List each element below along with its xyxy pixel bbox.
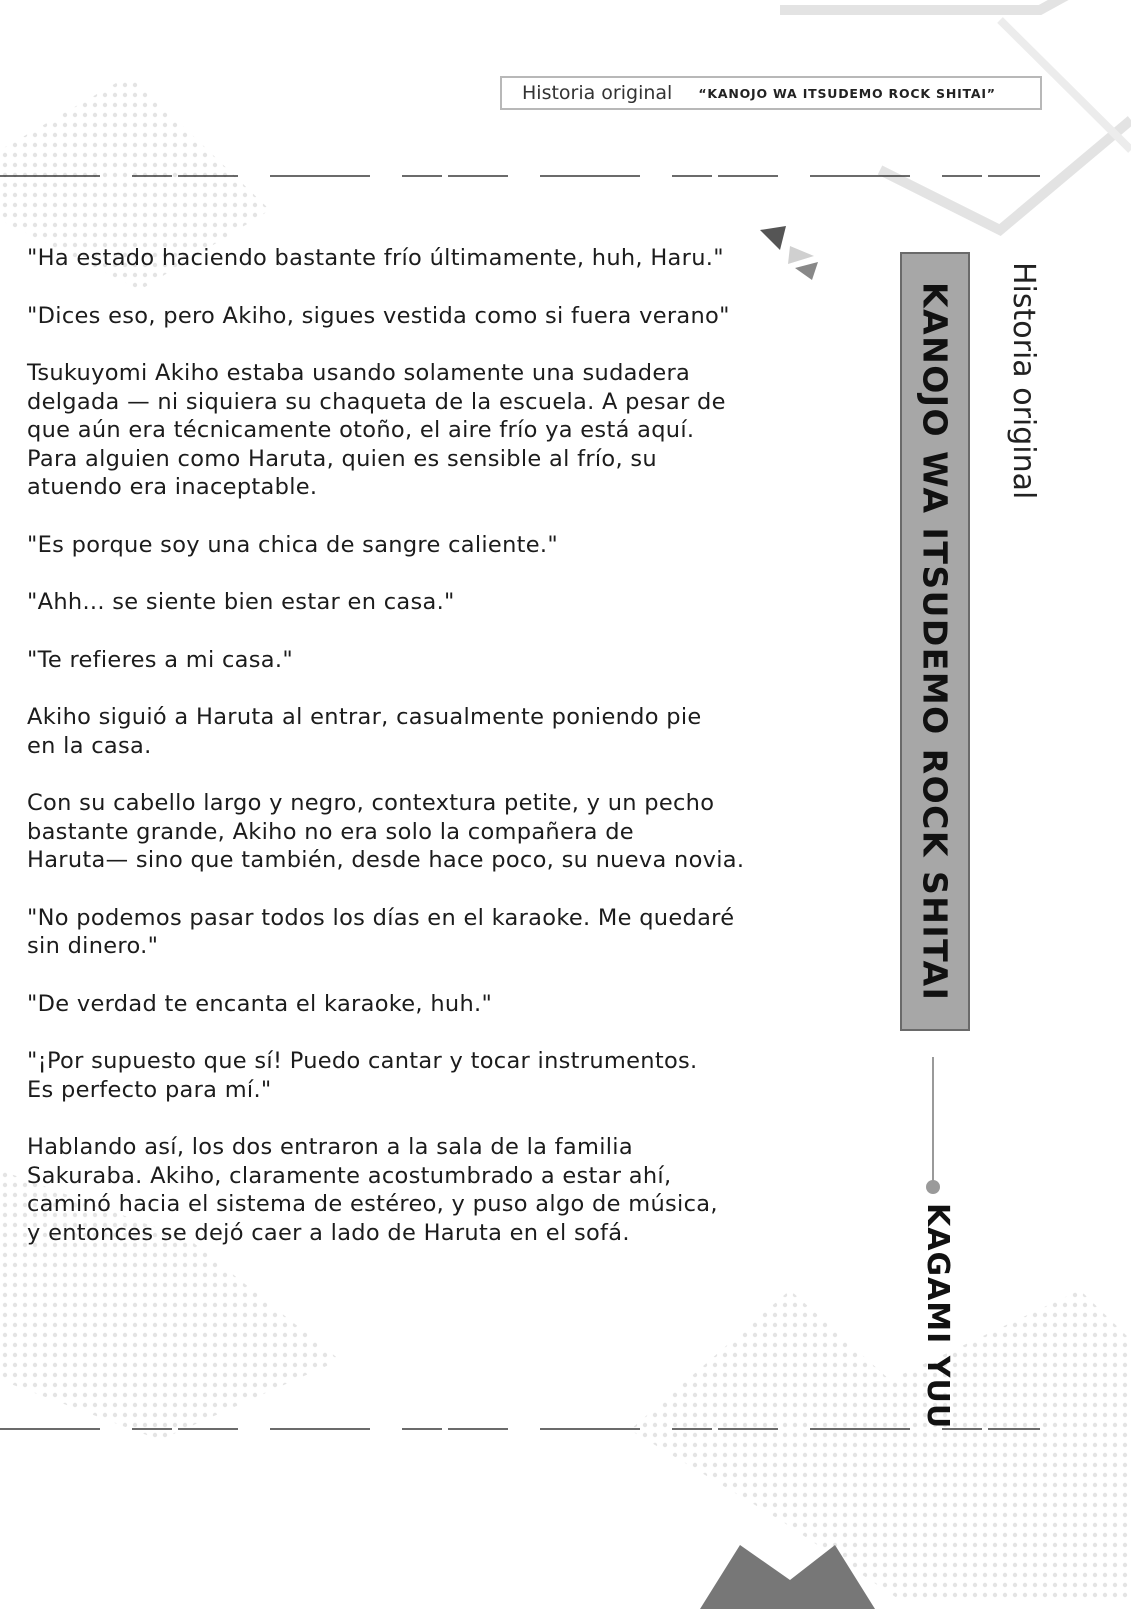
header-box (500, 76, 1042, 110)
paragraph: "Ha estado haciendo bastante frío últimamente, huh, Haru." (27, 245, 724, 271)
paragraph: Con su cabello largo y negro, contextura petite, y un pecho bastante grande, Akiho no era solo la compañera de Haruta— sino que también, desde hace poco, su nueva novia. (27, 790, 745, 873)
paragraph: Akiho siguió a Haruta al entrar, casualmente poniendo pie en la casa. (27, 704, 702, 759)
dotted-diamond-bottom-right (630, 1290, 1131, 1600)
outline-chevron-right (880, 120, 1131, 230)
paragraph: Tsukuyomi Akiho estaba usando solamente una sudadera delgada — ni siquiera su chaqueta de la escuela. A pesar de que aún era técnicamente otoño, el aire frío ya está aquí. Para alguien como Haruta, quien es sensible al frío, su atuendo era inaceptable. (27, 360, 726, 500)
paragraph: "De verdad te encanta el karaoke, huh." (27, 990, 493, 1017)
header-title: “KANOJO WA ITSUDEMO ROCK SHITAI” (698, 85, 996, 101)
paragraph: "Ahh... se siente bien estar en casa." (27, 589, 455, 615)
header-label: Historia original (522, 82, 673, 104)
paragraph: "Te refieres a mi casa." (27, 646, 293, 673)
side-title: KANOJO WA ITSUDEMO ROCK SHITAI (915, 282, 955, 1002)
author-line (932, 1057, 934, 1182)
outline-chevron-top (780, 0, 1131, 10)
side-title-box (900, 252, 970, 1031)
paragraph: "Es porque soy una chica de sangre caliente." (27, 531, 558, 558)
paragraph: "No podemos pasar todos los días en el karaoke. Me quedaré sin dinero." (27, 904, 735, 959)
paragraph: Hablando así, los dos entraron a la sala de la familia Sakuraba. Akiho, claramente acostumbrado a estar ahí, caminó hacia el sistema de estéreo, y puso algo de música, y entonces se dejó caer a lado de Haruta en el sofá. (27, 1134, 718, 1246)
story-text (27, 244, 817, 1276)
author-dot (926, 1180, 940, 1194)
paragraph: "Dices eso, pero Akiho, sigues vestida como si fuera verano" (27, 302, 730, 329)
side-label: Historia original (1006, 262, 1041, 500)
side-author: KAGAMI YUU (920, 1203, 955, 1430)
paragraph: "¡Por supuesto que sí! Puedo cantar y tocar instrumentos. Es perfecto para mí." (27, 1048, 698, 1103)
